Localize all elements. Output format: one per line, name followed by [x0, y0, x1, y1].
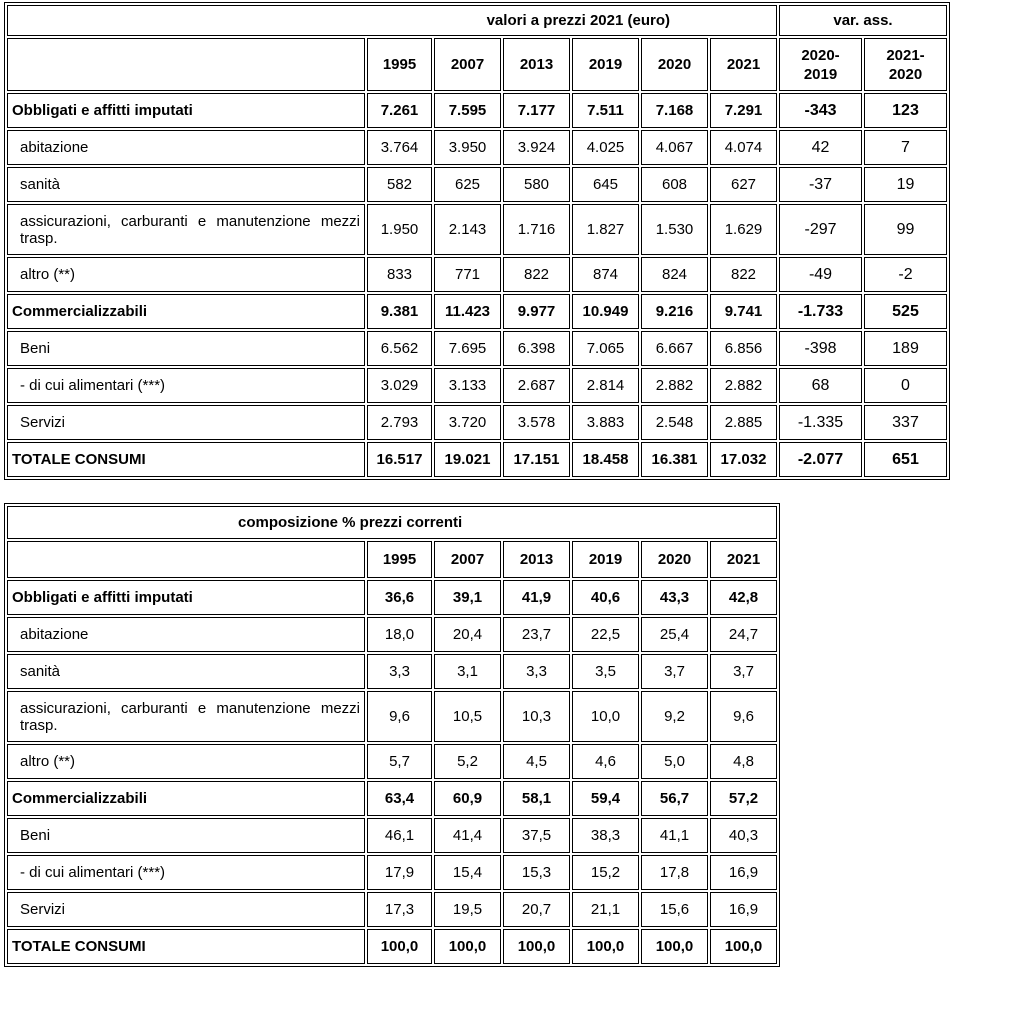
value-cell: -2	[864, 257, 947, 292]
table-row	[7, 204, 947, 255]
value-cell: 19.021	[434, 442, 501, 477]
value-cell: -49	[779, 257, 862, 292]
year-header: 1995	[367, 38, 432, 91]
value-cell: 10,0	[572, 691, 639, 742]
value-cell: 651	[864, 442, 947, 477]
value-cell: 40,3	[710, 818, 777, 853]
value-cell: 123	[864, 93, 947, 128]
value-cell: 60,9	[434, 781, 501, 816]
value-cell: 17,3	[367, 892, 432, 927]
value-cell: 20,7	[503, 892, 570, 927]
share-group-header: composizione % prezzi correnti	[7, 506, 777, 539]
value-cell: 43,3	[641, 580, 708, 615]
value-cell: 56,7	[641, 781, 708, 816]
value-cell: 37,5	[503, 818, 570, 853]
value-cell: 7	[864, 130, 947, 165]
value-cell: 18,0	[367, 617, 432, 652]
value-cell: 3,1	[434, 654, 501, 689]
row-label: Servizi	[7, 892, 365, 927]
value-cell: 39,1	[434, 580, 501, 615]
value-cell: 1.827	[572, 204, 639, 255]
value-cell: 3,5	[572, 654, 639, 689]
value-cell: 3.720	[434, 405, 501, 440]
table-row	[7, 405, 947, 440]
value-cell: 1.530	[641, 204, 708, 255]
value-cell: 2.882	[641, 368, 708, 403]
value-cell: 1.950	[367, 204, 432, 255]
row-label: Servizi	[7, 405, 365, 440]
value-cell: 3,7	[641, 654, 708, 689]
value-cell: 11.423	[434, 294, 501, 329]
value-cell: 824	[641, 257, 708, 292]
value-cell: 833	[367, 257, 432, 292]
value-cell: -37	[779, 167, 862, 202]
value-cell: -2.077	[779, 442, 862, 477]
value-cell: 771	[434, 257, 501, 292]
consumption-values-table	[4, 2, 950, 480]
year-header: 2007	[434, 541, 501, 578]
value-cell: 4.074	[710, 130, 777, 165]
value-cell: 7.065	[572, 331, 639, 366]
value-cell: 9,6	[367, 691, 432, 742]
value-cell: 6.398	[503, 331, 570, 366]
value-cell: 4,8	[710, 744, 777, 779]
row-label-header	[7, 38, 365, 91]
value-cell: 608	[641, 167, 708, 202]
year-header: 2013	[503, 38, 570, 91]
value-cell: 57,2	[710, 781, 777, 816]
value-cell: 3,3	[367, 654, 432, 689]
value-cell: 21,1	[572, 892, 639, 927]
row-label: abitazione	[7, 130, 365, 165]
row-label: altro (**)	[7, 257, 365, 292]
value-cell: -398	[779, 331, 862, 366]
value-cell: -1.733	[779, 294, 862, 329]
value-cell: 5,2	[434, 744, 501, 779]
value-cell: 9.741	[710, 294, 777, 329]
value-cell: 46,1	[367, 818, 432, 853]
row-label-header	[7, 541, 365, 578]
value-cell: 2.814	[572, 368, 639, 403]
change-period-header: 2021- 2020	[864, 38, 947, 91]
value-cell: 3.764	[367, 130, 432, 165]
table-row	[7, 892, 777, 927]
value-cell: 100,0	[710, 929, 777, 964]
value-cell: 59,4	[572, 781, 639, 816]
value-cell: 7.177	[503, 93, 570, 128]
row-label: Obbligati e affitti imputati	[7, 93, 365, 128]
value-cell: 3.883	[572, 405, 639, 440]
value-cell: 100,0	[572, 929, 639, 964]
value-cell: 627	[710, 167, 777, 202]
table-row	[7, 130, 947, 165]
row-label: Beni	[7, 331, 365, 366]
value-cell: 41,9	[503, 580, 570, 615]
value-cell: 36,6	[367, 580, 432, 615]
row-label: sanità	[7, 654, 365, 689]
table-row	[7, 781, 777, 816]
table-row	[7, 442, 947, 477]
value-cell: 874	[572, 257, 639, 292]
table-row	[7, 368, 947, 403]
absolute-change-group-header: var. ass.	[779, 5, 947, 36]
value-cell: 645	[572, 167, 639, 202]
value-cell: 3,3	[503, 654, 570, 689]
value-cell: -297	[779, 204, 862, 255]
value-cell: 580	[503, 167, 570, 202]
value-cell: 99	[864, 204, 947, 255]
value-cell: 7.695	[434, 331, 501, 366]
value-cell: 6.667	[641, 331, 708, 366]
value-cell: 1.629	[710, 204, 777, 255]
value-cell: 58,1	[503, 781, 570, 816]
value-cell: 15,6	[641, 892, 708, 927]
year-header: 2007	[434, 38, 501, 91]
value-cell: 4.025	[572, 130, 639, 165]
value-cell: 4,5	[503, 744, 570, 779]
table-row	[7, 691, 777, 742]
year-header: 1995	[367, 541, 432, 578]
row-label: assicurazioni, carburanti e manutenzione mezzi trasp.	[7, 691, 365, 742]
row-label: Obbligati e affitti imputati	[7, 580, 365, 615]
value-cell: 15,3	[503, 855, 570, 890]
value-cell: 42,8	[710, 580, 777, 615]
row-label: altro (**)	[7, 744, 365, 779]
value-cell: 7.595	[434, 93, 501, 128]
value-cell: 100,0	[503, 929, 570, 964]
value-cell: 337	[864, 405, 947, 440]
value-cell: 582	[367, 167, 432, 202]
value-cell: 822	[503, 257, 570, 292]
value-cell: 3.578	[503, 405, 570, 440]
value-cell: 10,5	[434, 691, 501, 742]
value-cell: 10.949	[572, 294, 639, 329]
year-header: 2013	[503, 541, 570, 578]
value-cell: 9,2	[641, 691, 708, 742]
value-cell: 3.133	[434, 368, 501, 403]
value-cell: 3.029	[367, 368, 432, 403]
value-cell: 0	[864, 368, 947, 403]
table-row	[7, 617, 777, 652]
value-cell: 1.716	[503, 204, 570, 255]
row-label: - di cui alimentari (***)	[7, 855, 365, 890]
value-cell: 7.261	[367, 93, 432, 128]
row-label: sanità	[7, 167, 365, 202]
row-label: TOTALE CONSUMI	[7, 929, 365, 964]
value-cell: 15,4	[434, 855, 501, 890]
value-cell: 17.151	[503, 442, 570, 477]
value-cell: 7.511	[572, 93, 639, 128]
table-row	[7, 818, 777, 853]
value-cell: 16.381	[641, 442, 708, 477]
consumption-share-table	[4, 503, 780, 967]
value-cell: 16,9	[710, 855, 777, 890]
value-cell: 822	[710, 257, 777, 292]
value-cell: 5,0	[641, 744, 708, 779]
value-cell: 68	[779, 368, 862, 403]
value-cell: 41,4	[434, 818, 501, 853]
value-cell: 100,0	[641, 929, 708, 964]
row-label: abitazione	[7, 617, 365, 652]
value-cell: 24,7	[710, 617, 777, 652]
table-row	[7, 580, 777, 615]
row-label: TOTALE CONSUMI	[7, 442, 365, 477]
value-cell: 22,5	[572, 617, 639, 652]
table-row	[7, 855, 777, 890]
value-cell: 38,3	[572, 818, 639, 853]
table-row	[7, 294, 947, 329]
value-cell: 2.793	[367, 405, 432, 440]
table-row	[7, 929, 777, 964]
value-cell: -343	[779, 93, 862, 128]
row-label: assicurazioni, carburanti e manutenzione mezzi trasp.	[7, 204, 365, 255]
value-cell: 20,4	[434, 617, 501, 652]
value-cell: 16.517	[367, 442, 432, 477]
table-row	[7, 257, 947, 292]
value-cell: 23,7	[503, 617, 570, 652]
value-cell: 6.562	[367, 331, 432, 366]
value-cell: 17.032	[710, 442, 777, 477]
year-header: 2021	[710, 541, 777, 578]
change-period-header: 2020- 2019	[779, 38, 862, 91]
value-cell: 189	[864, 331, 947, 366]
value-cell: 6.856	[710, 331, 777, 366]
value-cell: 5,7	[367, 744, 432, 779]
value-cell: 2.885	[710, 405, 777, 440]
table-row	[7, 93, 947, 128]
table-row	[7, 167, 947, 202]
year-header: 2021	[710, 38, 777, 91]
value-cell: 625	[434, 167, 501, 202]
value-cell: 10,3	[503, 691, 570, 742]
value-cell: 4.067	[641, 130, 708, 165]
value-cell: 41,1	[641, 818, 708, 853]
row-label: Commercializzabili	[7, 781, 365, 816]
value-cell: 42	[779, 130, 862, 165]
value-cell: 40,6	[572, 580, 639, 615]
value-cell: 15,2	[572, 855, 639, 890]
table-row	[7, 331, 947, 366]
value-cell: 16,9	[710, 892, 777, 927]
price-values-group-header: valori a prezzi 2021 (euro)	[7, 5, 777, 36]
value-cell: -1.335	[779, 405, 862, 440]
row-label: Commercializzabili	[7, 294, 365, 329]
value-cell: 4,6	[572, 744, 639, 779]
row-label: - di cui alimentari (***)	[7, 368, 365, 403]
value-cell: 19,5	[434, 892, 501, 927]
value-cell: 2.548	[641, 405, 708, 440]
value-cell: 18.458	[572, 442, 639, 477]
value-cell: 100,0	[434, 929, 501, 964]
table-row	[7, 654, 777, 689]
row-label: Beni	[7, 818, 365, 853]
value-cell: 2.882	[710, 368, 777, 403]
value-cell: 7.291	[710, 93, 777, 128]
value-cell: 3.924	[503, 130, 570, 165]
value-cell: 17,9	[367, 855, 432, 890]
value-cell: 17,8	[641, 855, 708, 890]
value-cell: 3.950	[434, 130, 501, 165]
value-cell: 9.381	[367, 294, 432, 329]
value-cell: 100,0	[367, 929, 432, 964]
year-header: 2019	[572, 541, 639, 578]
value-cell: 63,4	[367, 781, 432, 816]
value-cell: 25,4	[641, 617, 708, 652]
value-cell: 3,7	[710, 654, 777, 689]
value-cell: 9.977	[503, 294, 570, 329]
table-row	[7, 744, 777, 779]
value-cell: 525	[864, 294, 947, 329]
value-cell: 9,6	[710, 691, 777, 742]
value-cell: 19	[864, 167, 947, 202]
value-cell: 9.216	[641, 294, 708, 329]
value-cell: 2.687	[503, 368, 570, 403]
value-cell: 2.143	[434, 204, 501, 255]
year-header: 2020	[641, 38, 708, 91]
value-cell: 7.168	[641, 93, 708, 128]
year-header: 2019	[572, 38, 639, 91]
year-header: 2020	[641, 541, 708, 578]
